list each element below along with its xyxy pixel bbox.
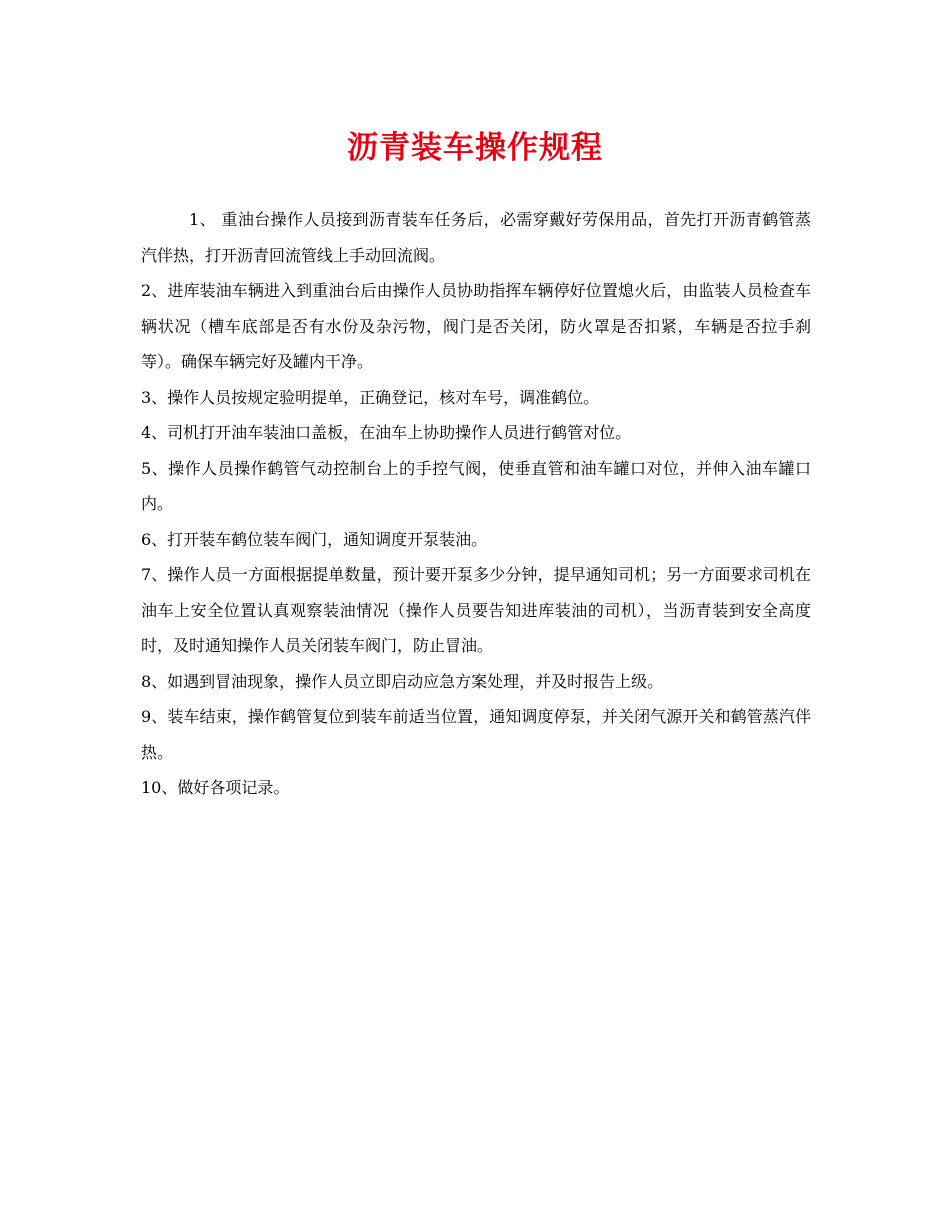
paragraph-7: 7、操作人员一方面根据提单数量，预计要开泵多少分钟，提早通知司机；另一方面要求司机在油车上安全位置认真观察装油情况（操作人员要告知进库装油的司机），当沥青装到安全高度时，及时通知操作人员关闭装车阀门，防止冒油。 xyxy=(141,565,811,655)
paragraph-1: 1、 重油台操作人员接到沥青装车任务后，必需穿戴好劳保用品，首先打开沥青鹤管蒸汽伴热，打开沥青回流管线上手动回流阀。 xyxy=(141,210,811,265)
paragraph-8: 8、如遇到冒油现象，操作人员立即启动应急方案处理，并及时报告上级。 xyxy=(141,671,664,691)
paragraph-4: 4、司机打开油车装油口盖板，在油车上协助操作人员进行鹤管对位。 xyxy=(141,423,632,442)
paragraph-10: 10、做好各项记录。 xyxy=(141,778,290,797)
page-title: 沥青装车操作规程 xyxy=(347,130,603,166)
paragraph-9: 9、装车结束，操作鹤管复位到装车前适当位置，通知调度停泵，并关闭气源开关和鹤管蒸汽伴热。 xyxy=(141,707,811,762)
paragraph-2: 2、进库装油车辆进入到重油台后由操作人员协助指挥车辆停好位置熄火后，由监装人员检查车辆状况（槽车底部是否有水份及杂污物，阀门是否关闭，防火罩是否扣紧，车辆是否拉手刹等）。确保车辆完好及罐内干净。 xyxy=(141,281,811,371)
paragraph-3: 3、操作人员按规定验明提单，正确登记，核对车号，调准鹤位。 xyxy=(141,387,600,407)
paragraph-5: 5、操作人员操作鹤管气动控制台上的手控气阀，使垂直管和油车罐口对位，并伸入油车罐口内。 xyxy=(141,458,811,513)
paragraph-6: 6、打开装车鹤位装车阀门，通知调度开泵装油。 xyxy=(141,529,488,549)
document-body xyxy=(141,202,811,806)
